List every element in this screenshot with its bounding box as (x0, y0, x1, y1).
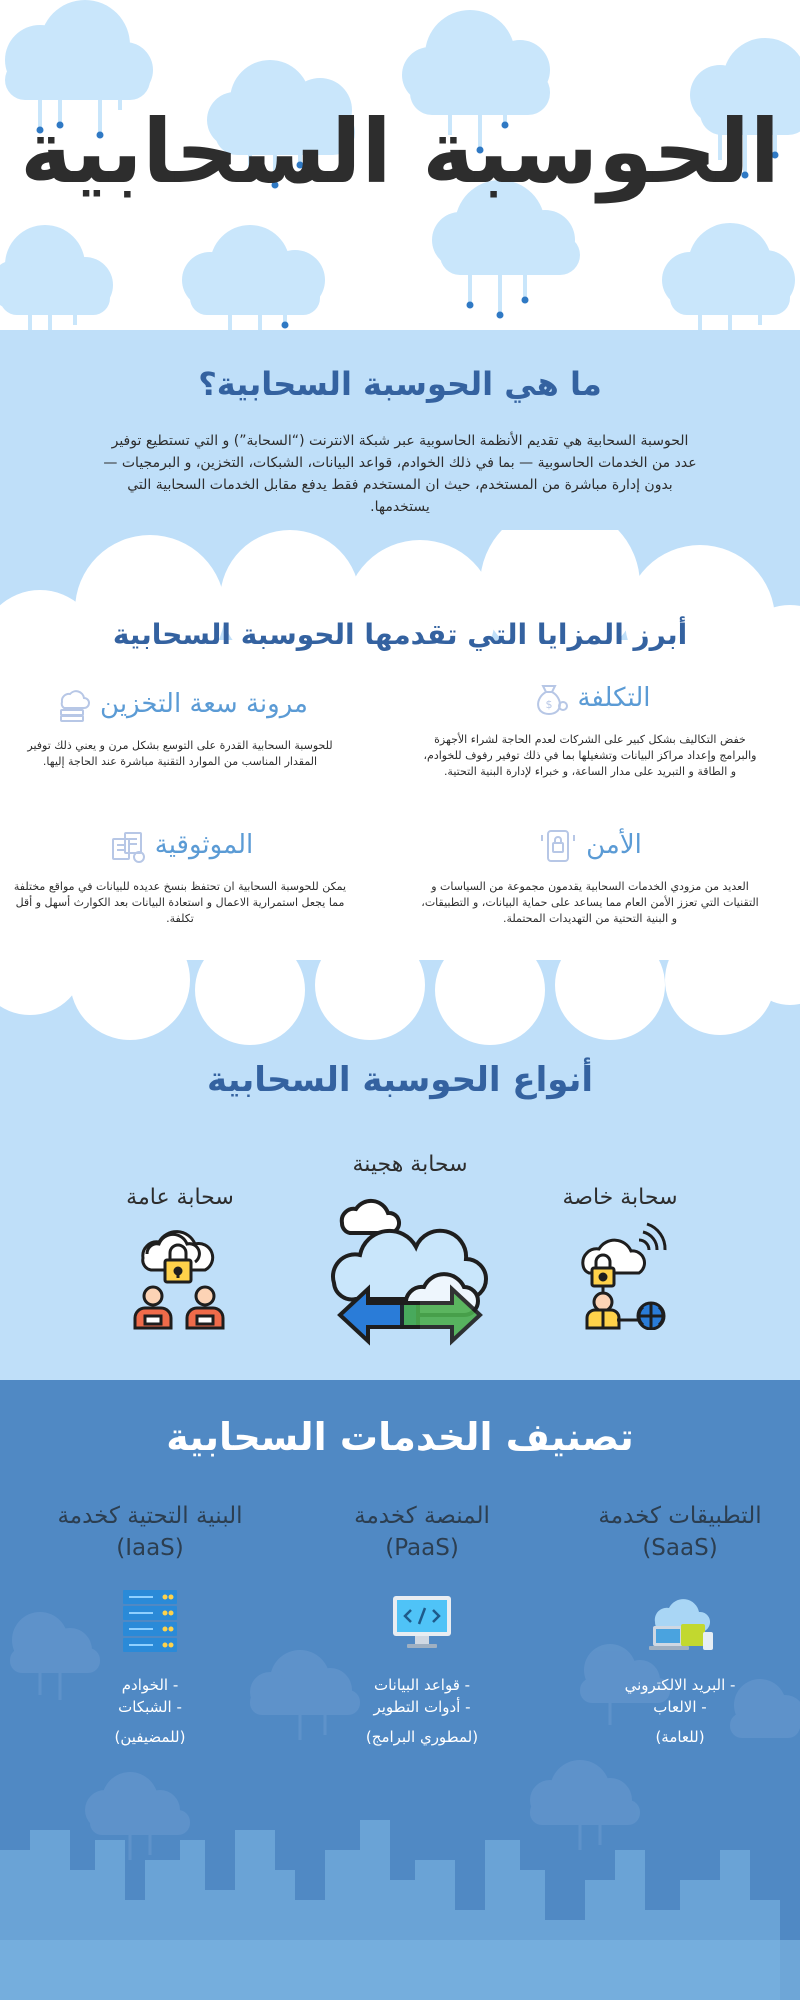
cloud-icon (662, 223, 795, 315)
server-rack-icon (115, 1586, 185, 1656)
benefit-security (420, 825, 760, 927)
benefits-title: أبرز المزايا التي تقدمها الحوسبة السحابية (112, 618, 688, 651)
benefit-cost (420, 678, 760, 780)
service-title: المنصة كخدمة (354, 1503, 490, 1529)
code-monitor-icon (387, 1586, 457, 1656)
benefit-reliability (10, 825, 350, 927)
service-abbr: (IaaS) (116, 1535, 184, 1561)
service-saas (560, 1500, 800, 1746)
hybrid-cloud-icon (320, 1183, 500, 1353)
service-item: - قواعد البيانات (373, 1676, 471, 1694)
service-title: التطبيقات كخدمة (598, 1503, 762, 1529)
svg-text:$: $ (545, 698, 553, 711)
benefit-text: للحوسبة السحابية القدرة على التوسع بشكل مرن و يعني ذلك توفير المقدار المناسب من الموارد التقنية مباشرة عند الحاجة إليها. (27, 739, 333, 768)
type-private (540, 1185, 700, 1334)
service-audience: (للمضيفين) (114, 1728, 186, 1746)
cloud-icon (0, 225, 113, 315)
money-bag-icon (529, 678, 569, 718)
benefit-text: العديد من مزودي الخدمات السحابية يقدمون مجموعة من السياسات و التقنيات التي تعزز الأمن العام مما يساعد على حماية البيانات، و التطبيقات، و البنية التحتية من التهديدات المحتملة. (421, 880, 759, 925)
security-device-icon (538, 825, 578, 865)
benefit-title: مرونة سعة التخزين (100, 689, 308, 719)
header (0, 0, 800, 330)
service-item: - أدوات التطوير (373, 1698, 471, 1716)
what-section (0, 330, 800, 1380)
benefit-title: الأمن (586, 830, 642, 860)
service-paas (302, 1500, 542, 1746)
services-section (0, 1380, 800, 2000)
cloud-icon (182, 225, 325, 315)
cloud-icon (5, 0, 153, 100)
benefit-title: التكلفة (577, 683, 651, 713)
public-cloud-icon (125, 1220, 235, 1330)
services-title: تصنيف الخدمات السحابية (166, 1415, 634, 1459)
cloud-apps-icon (645, 1586, 715, 1656)
service-item: - البريد الالكتروني (624, 1676, 736, 1694)
type-hybrid (320, 1152, 500, 1357)
service-iaas (30, 1500, 270, 1746)
service-audience: (للعامة) (655, 1728, 705, 1746)
benefit-title: الموثوقية (154, 830, 254, 860)
type-label: سحابة خاصة (562, 1185, 678, 1210)
service-abbr: (SaaS) (642, 1535, 718, 1561)
private-cloud-icon (565, 1220, 675, 1330)
benefit-text: يمكن للحوسبة السحابية ان تحتفظ بنسخ عديده للبيانات في مواقع مختلفة مما يجعل استمرارية الاعمال و استعادة البيانات بعد الكوارث أسهل و أقل تكلفة. (13, 880, 347, 925)
page-title: الحوسبة السحابية (20, 100, 780, 203)
storage-cloud-icon (52, 684, 92, 724)
backup-icon (107, 825, 147, 865)
benefit-storage (10, 684, 350, 770)
service-abbr: (PaaS) (385, 1535, 459, 1561)
service-item: - الالعاب (653, 1698, 707, 1716)
type-label: سحابة هجينة (352, 1152, 468, 1177)
service-title: البنية التحتية كخدمة (57, 1503, 243, 1529)
types-title: أنواع الحوسبة السحابية (206, 1060, 594, 1100)
benefit-text: خفض التكاليف بشكل كبير على الشركات لعدم الحاجة لشراء الأجهزة والبرامج وإعداد مراكز البيانات وتشغيلها بما في ذلك توفير رفوف للخوادم، و الطاقة و التبريد على مدار الساعة، و خبراء لإدارة البنية التحتية. (423, 733, 757, 778)
type-label: سحابة عامة (126, 1185, 234, 1210)
type-public (100, 1185, 260, 1334)
benefits-cloud-shape (0, 530, 800, 1060)
service-item: - الشبكات (118, 1698, 182, 1716)
what-title: ما هي الحوسبة السحابية؟ (198, 365, 602, 403)
what-body: الحوسبة السحابية هي تقديم الأنظمة الحاسوبية عبر شبكة الانترنت (“السحابة”) و التي تستطيع توفير عدد من الخدمات الحاسوبية — بما في ذلك الخوادم، قواعد البيانات، الشبكات، التخزين، و البرمجيات — بدون إدارة مباشرة من المستخدم، حيث ان المستخدم فقط يدفع مقابل الخدمات السحابية التي يستخدمها. (103, 433, 697, 515)
service-audience: (لمطوري البرامج) (365, 1728, 479, 1746)
service-item: - الخوادم (121, 1676, 179, 1694)
